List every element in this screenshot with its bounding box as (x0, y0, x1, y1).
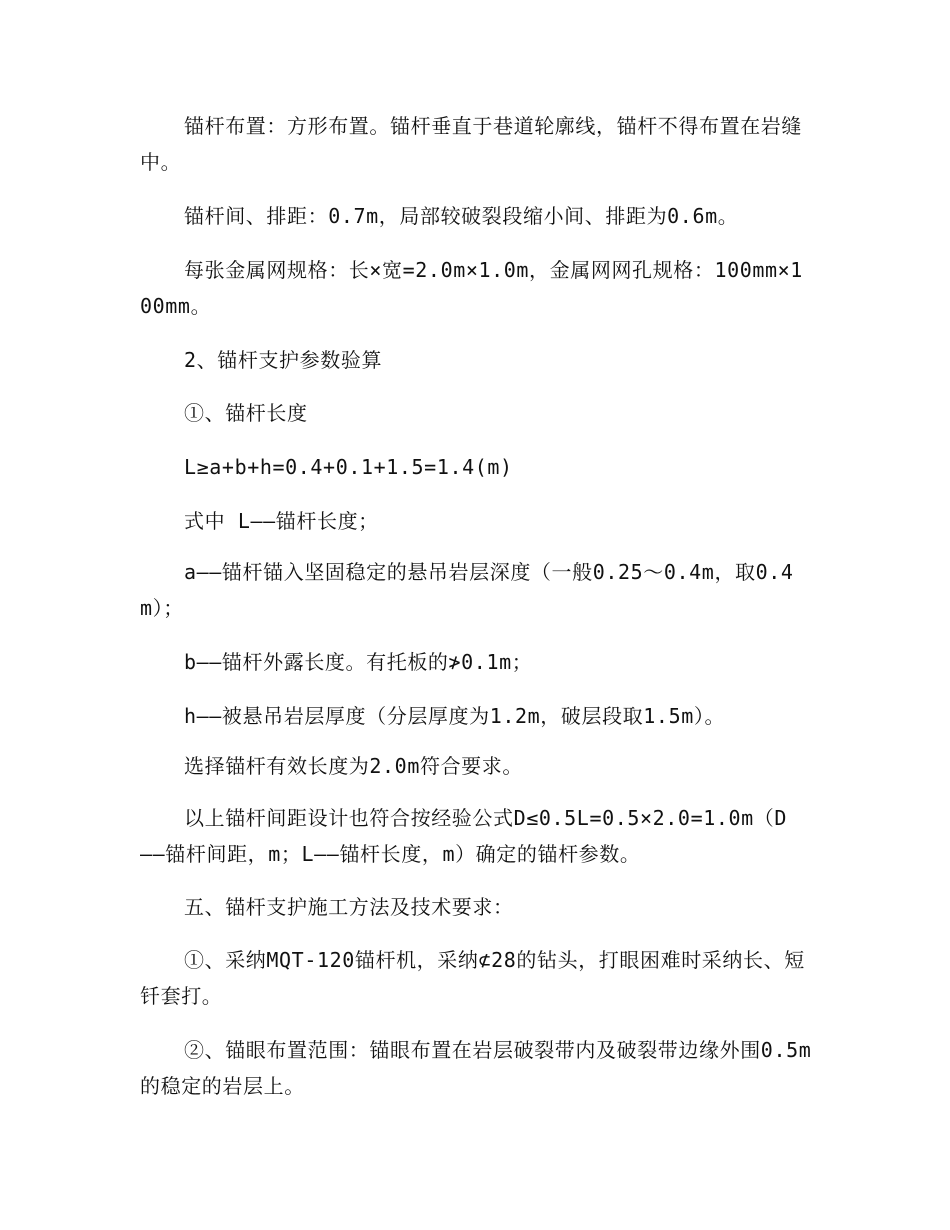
paragraph-spacing-check: 以上锚杆间距设计也符合按经验公式D≤0.5L=0.5×2.0=1.0m（D——锚杆间距，m；L——锚杆长度，m）确定的锚杆参数。 (140, 806, 788, 866)
paragraph-mesh-spec: 每张金属网规格：长×宽=2.0m×1.0m，金属网网孔规格：100mm×100mm。 (140, 258, 803, 318)
paragraph-where-b: b——锚杆外露长度。有托板的≯0.1m； (184, 650, 533, 674)
paragraph-bolt-layout: 锚杆布置：方形布置。锚杆垂直于巷道轮廓线，锚杆不得布置在岩缝中。 (140, 114, 802, 174)
formula-bolt-length: L≥a+b+h=0.4+0.1+1.5=1.4(m) (184, 455, 513, 479)
paragraph-where-h: h——被悬吊岩层厚度（分层厚度为1.2m，破层段取1.5m）。 (184, 704, 726, 728)
subsection-heading-bolt-length: ①、锚杆长度 (184, 401, 308, 425)
section-heading-verification: 2、锚杆支护参数验算 (184, 348, 383, 372)
paragraph-selection: 选择锚杆有效长度为2.0m符合要求。 (184, 754, 523, 778)
paragraph-bolt-spacing: 锚杆间、排距：0.7m，局部较破裂段缩小间、排距为0.6m。 (184, 204, 739, 228)
paragraph-drilling-machine: ①、采纳MQT-120锚杆机，采纳⊄28的钻头，打眼困难时采纳长、短钎套打。 (140, 948, 805, 1008)
paragraph-where-l: 式中 L——锚杆长度； (184, 509, 379, 533)
paragraph-where-a: a——锚杆锚入坚固稳定的悬吊岩层深度（一般0.25～0.4m，取0.4m）； (140, 560, 794, 620)
paragraph-hole-range: ②、锚眼布置范围：锚眼布置在岩层破裂带内及破裂带边缘外围0.5m的稳定的岩层上。 (140, 1038, 812, 1098)
section-heading-construction: 五、锚杆支护施工方法及技术要求： (184, 895, 514, 919)
